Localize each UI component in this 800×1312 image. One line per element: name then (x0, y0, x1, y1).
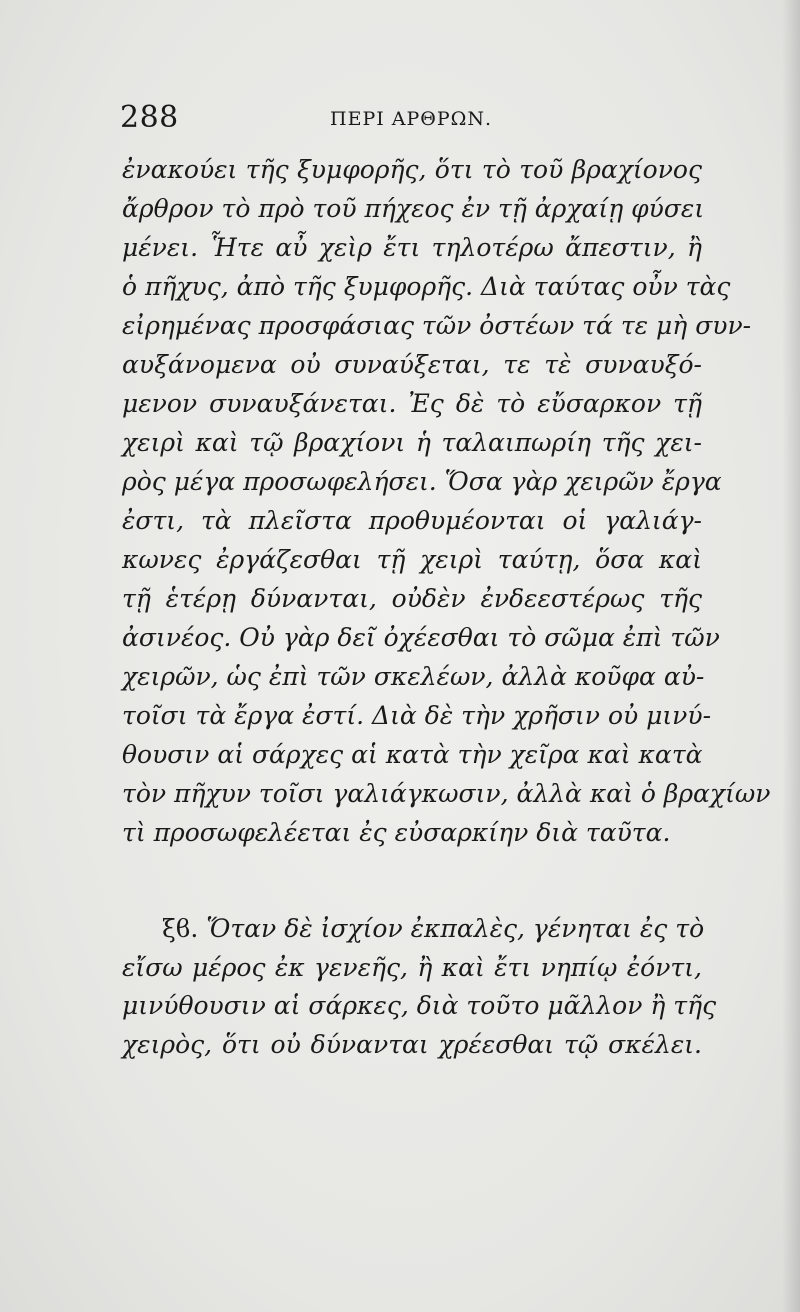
paragraph-2 (122, 910, 717, 1064)
text-line: ἐνακούει τῆς ξυμφορῆς, ὅτι τὸ τοῦ βραχίονος (122, 155, 702, 184)
text-line: χειρὶ καὶ τῷ βραχίονι ἡ ταλαιπωρίη τῆς χει- (122, 428, 702, 457)
text-line: χειρῶν, ὡς ἐπὶ τῶν σκελέων, ἀλλὰ κοῦφα αὐ- (122, 662, 705, 691)
page-number: 288 (120, 100, 179, 135)
text-line: μινύθουσιν αἱ σάρκες, διὰ τοῦτο μᾶλλον ἢ τῆς (122, 991, 717, 1020)
text-line: ἀσινέος. Οὐ γὰρ δεῖ ὀχέεσθαι τὸ σῶμα ἐπὶ τῶν (122, 623, 720, 652)
text-line: εἴσω μέρος ἐκ γενεῆς, ἢ καὶ ἔτι νηπίῳ ἐόντι, (122, 952, 702, 982)
page-header (120, 100, 700, 140)
text-line: τὶ προσωφελέεται ἐς εὐσαρκίην διὰ ταῦτα. (122, 818, 671, 847)
text-line: μενον συναυξάνεται. Ἐς δὲ τὸ εὔσαρκον τῇ (122, 389, 702, 418)
text-line (122, 910, 705, 949)
paragraph-1 (122, 150, 771, 852)
text-line: τῇ ἑτέρῃ δύνανται, οὐδὲν ἐνδεεστέρως τῆς (122, 584, 702, 613)
text-line-content: Ὅταν δὲ ἰσχίον ἐκπαλὲς, γένηται ἐς τὸ (206, 914, 705, 943)
text-line: αυξάνομενα οὐ συναύξεται, τε τὲ συναυξό- (122, 350, 702, 379)
text-line: ρὸς μέγα προσωφελήσει. Ὅσα γὰρ χειρῶν ἔργα (122, 467, 722, 496)
text-line: χειρὸς, ὅτι οὐ δύνανται χρέεσθαι τῷ σκέλει. (122, 1029, 702, 1059)
page-edge-shadow (782, 0, 800, 1312)
running-head: ΠΕΡΙ ΑΡΘΡΩΝ. (330, 108, 493, 130)
text-line: θουσιν αἱ σάρχες αἱ κατὰ τὴν χεῖρα καὶ κατὰ (122, 740, 703, 769)
text-line: κωνες ἐργάζεσθαι τῇ χειρὶ ταύτῃ, ὅσα καὶ (122, 545, 702, 574)
text-line: ὁ πῆχυς, ἀπὸ τῆς ξυμφορῆς. Διὰ ταύτας οὖν τὰς (122, 272, 731, 301)
text-line: τοῖσι τὰ ἔργα ἐστί. Διὰ δὲ τὴν χρῆσιν οὐ μινύ- (122, 701, 712, 730)
text-line: μένει. Ἧτε αὖ χεὶρ ἔτι τηλοτέρω ἄπεστιν, ἢ (122, 233, 702, 262)
section-number: ξϐ. (162, 914, 199, 943)
text-line: ἐστι, τὰ πλεῖστα προθυμέονται οἱ γαλιάγ- (122, 506, 702, 535)
text-line: τὸν πῆχυν τοῖσι γαλιάγκωσιν, ἀλλὰ καὶ ὁ βραχίων (122, 779, 771, 808)
text-line: εἰρημένας προσφάσιας τῶν ὀστέων τά τε μὴ συν- (122, 311, 752, 340)
text-line: ἄρθρον τὸ πρὸ τοῦ πήχεος ἐν τῇ ἀρχαίῃ φύσει (122, 194, 705, 223)
